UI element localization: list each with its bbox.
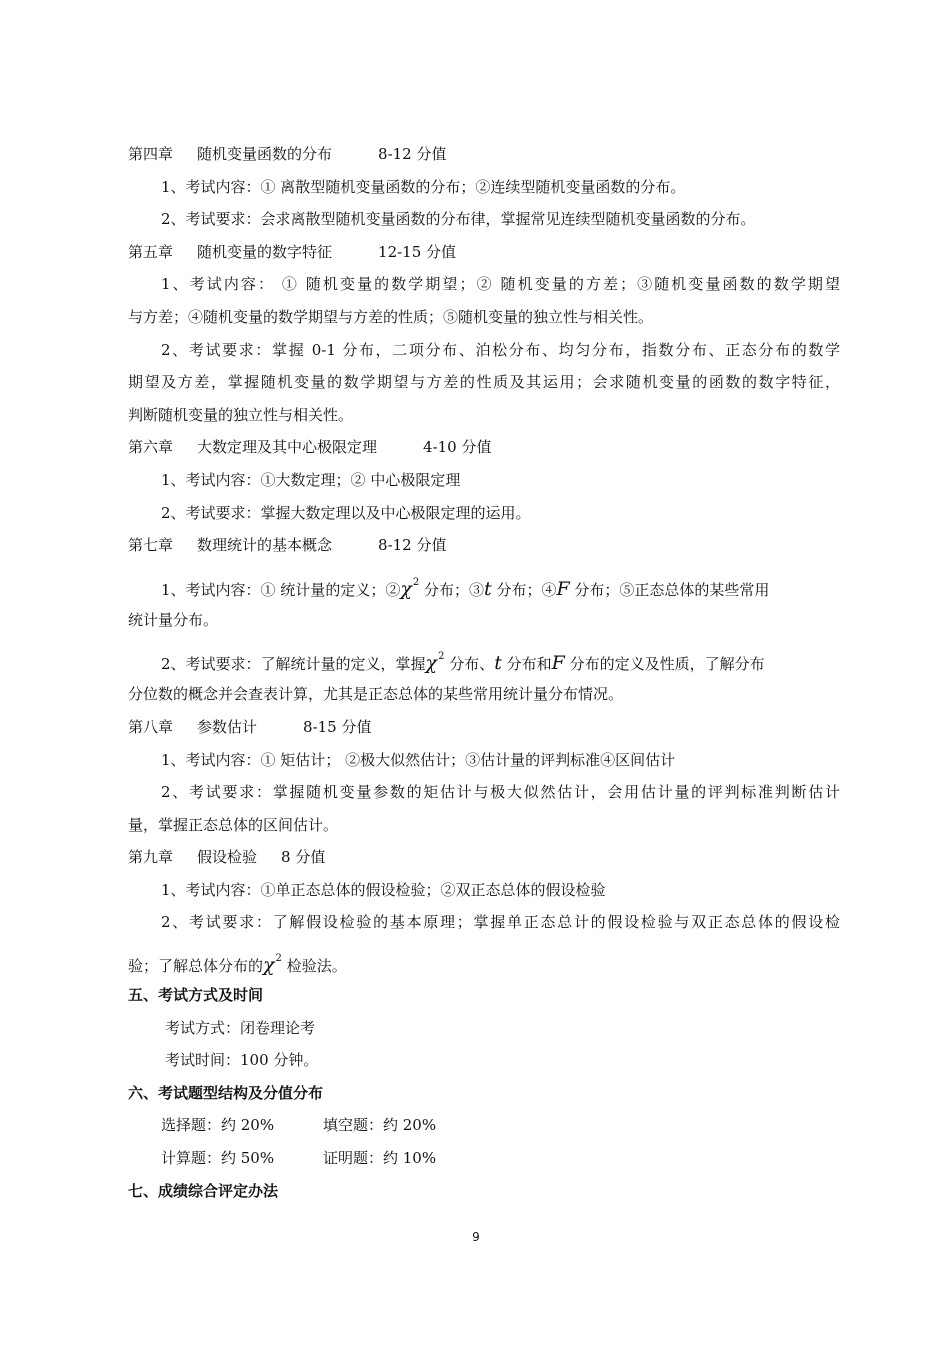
chapter-name: 第九章 [128, 848, 174, 867]
chapter-5-heading [128, 236, 840, 269]
requirement-text: 分布的定义及性质，了解分布 [569, 655, 765, 674]
chapter-8-requirement-line-2: 量，掌握正态总体的区间估计。 [128, 815, 339, 834]
chapter-name: 第六章 [128, 438, 174, 457]
chapter-7-heading [128, 529, 840, 562]
chapter-9-requirement-line-1: 2、考试要求：了解假设检验的基本原理；掌握单正态总计的假设检验与双正态总体的假设检 [161, 913, 840, 932]
page-number: 9 [472, 1230, 480, 1244]
chapter-7-requirement-line-2: 分位数的概念并会查表计算，尤其是正态总体的某些常用统计量分布情况。 [128, 685, 624, 704]
question-types-row-1 [128, 1109, 840, 1142]
chi-squared-symbol [263, 954, 282, 976]
content-text: 分布；⑤正态总体的某些常用 [574, 580, 770, 599]
f-symbol: F [556, 577, 570, 600]
section-5-heading: 五、考试方式及时间 [128, 986, 264, 1005]
chapter-6-content: 1、考试内容：①大数定理；② 中心极限定理 [161, 470, 461, 489]
chi-glyph: χ [425, 652, 438, 675]
chapter-6-heading [128, 431, 840, 464]
chi-exponent: 2 [412, 576, 420, 588]
chapter-score: 8-12 分值 [378, 536, 447, 555]
chapter-7-requirement-line-1 [128, 636, 840, 678]
chi-exponent: 2 [275, 953, 282, 965]
requirement-text: 2、考试要求：了解统计量的定义，掌握 [161, 655, 426, 674]
chapter-5-content-line-1: 1、考试内容： ① 随机变量的数学期望；② 随机变量的方差；③随机变量函数的数学期望 [161, 275, 840, 294]
chapter-5-requirement-line-3: 判断随机变量的独立性与相关性。 [128, 405, 354, 424]
question-types-row-2 [128, 1142, 840, 1175]
document-page [128, 138, 840, 1207]
chi-glyph: χ [400, 577, 412, 600]
chapter-8-heading [128, 711, 840, 744]
chapter-name: 第八章 [128, 717, 174, 736]
chapter-score: 4-10 分值 [423, 438, 492, 457]
chapter-5-requirement-line-1: 2、考试要求：掌握 0-1 分布，二项分布、泊松分布、均匀分布，指数分布、正态分布的数学 [161, 340, 840, 359]
requirement-text: 分布、 [449, 655, 495, 674]
chapter-4-content: 1、考试内容：① 离散型随机变量函数的分布；②连续型随机变量函数的分布。 [161, 177, 686, 196]
chapter-7-content-line-1 [128, 562, 840, 604]
chapter-title: 参数估计 [197, 717, 258, 736]
chapter-title: 假设检验 [197, 848, 258, 867]
chapter-9-requirement-line-2 [128, 939, 840, 979]
chapter-title: 随机变量的数字特征 [197, 242, 333, 261]
calc-questions: 计算题：约 50% [161, 1149, 275, 1168]
chapter-7-content-line-2: 统计量分布。 [128, 610, 219, 629]
chapter-title: 随机变量函数的分布 [197, 145, 333, 163]
chapter-score: 8 分值 [281, 848, 326, 867]
t-symbol: t [494, 652, 502, 675]
exam-time: 考试时间：100 分钟。 [165, 1051, 319, 1070]
section-7-heading: 七、成绩综合评定办法 [128, 1181, 279, 1200]
chapter-4-requirement: 2、考试要求：会求离散型随机变量函数的分布律，掌握常见连续型随机变量函数的分布。 [161, 210, 756, 229]
chapter-score: 8-12 分值 [378, 145, 447, 163]
content-text: 分布；④ [496, 580, 557, 599]
chi-exponent: 2 [438, 651, 445, 663]
chapter-4-heading [128, 138, 840, 171]
chi-squared-symbol [426, 652, 445, 674]
chapter-score: 12-15 分值 [378, 242, 457, 261]
chapter-9-content: 1、考试内容：①单正态总体的假设检验；②双正态总体的假设检验 [161, 880, 606, 899]
chi-squared-symbol [400, 578, 419, 600]
exam-mode: 考试方式：闭卷理论考 [165, 1018, 316, 1037]
f-symbol: F [551, 652, 565, 675]
section-6-heading: 六、考试题型结构及分值分布 [128, 1083, 324, 1102]
chapter-title: 大数定理及其中心极限定理 [197, 438, 378, 457]
chapter-8-requirement-line-1: 2、考试要求：掌握随机变量参数的矩估计与极大似然估计，会用估计量的评判标准判断估计 [161, 783, 840, 802]
content-text: 分布；③ [424, 580, 485, 599]
requirement-text: 检验法。 [286, 957, 347, 976]
chapter-8-content: 1、考试内容：① 矩估计； ②极大似然估计；③估计量的评判标准④区间估计 [161, 750, 676, 769]
chapter-9-heading [128, 841, 840, 874]
proof-questions: 证明题：约 10% [323, 1149, 437, 1168]
content-text: 1、考试内容：① 统计量的定义；② [161, 580, 401, 599]
chapter-5-requirement-line-2: 期望及方差，掌握随机变量的数学期望与方差的性质及其运用；会求随机变量的函数的数字特征， [128, 373, 840, 392]
chapter-name: 第七章 [128, 536, 174, 555]
chapter-name: 第四章 [128, 145, 174, 163]
chapter-title: 数理统计的基本概念 [197, 536, 333, 555]
t-symbol: t [484, 577, 492, 600]
choice-questions: 选择题：约 20% [161, 1116, 275, 1135]
chapter-6-requirement: 2、考试要求：掌握大数定理以及中心极限定理的运用。 [161, 503, 531, 522]
chapter-score: 8-15 分值 [303, 717, 372, 736]
fill-questions: 填空题：约 20% [323, 1116, 437, 1135]
requirement-text: 验；了解总体分布的 [128, 957, 264, 976]
requirement-text: 分布和 [506, 655, 552, 674]
chapter-name: 第五章 [128, 242, 174, 261]
chi-glyph: χ [263, 954, 275, 977]
chapter-5-content-line-2: 与方差；④随机变量的数学期望与方差的性质；⑤随机变量的独立性与相关性。 [128, 307, 654, 326]
